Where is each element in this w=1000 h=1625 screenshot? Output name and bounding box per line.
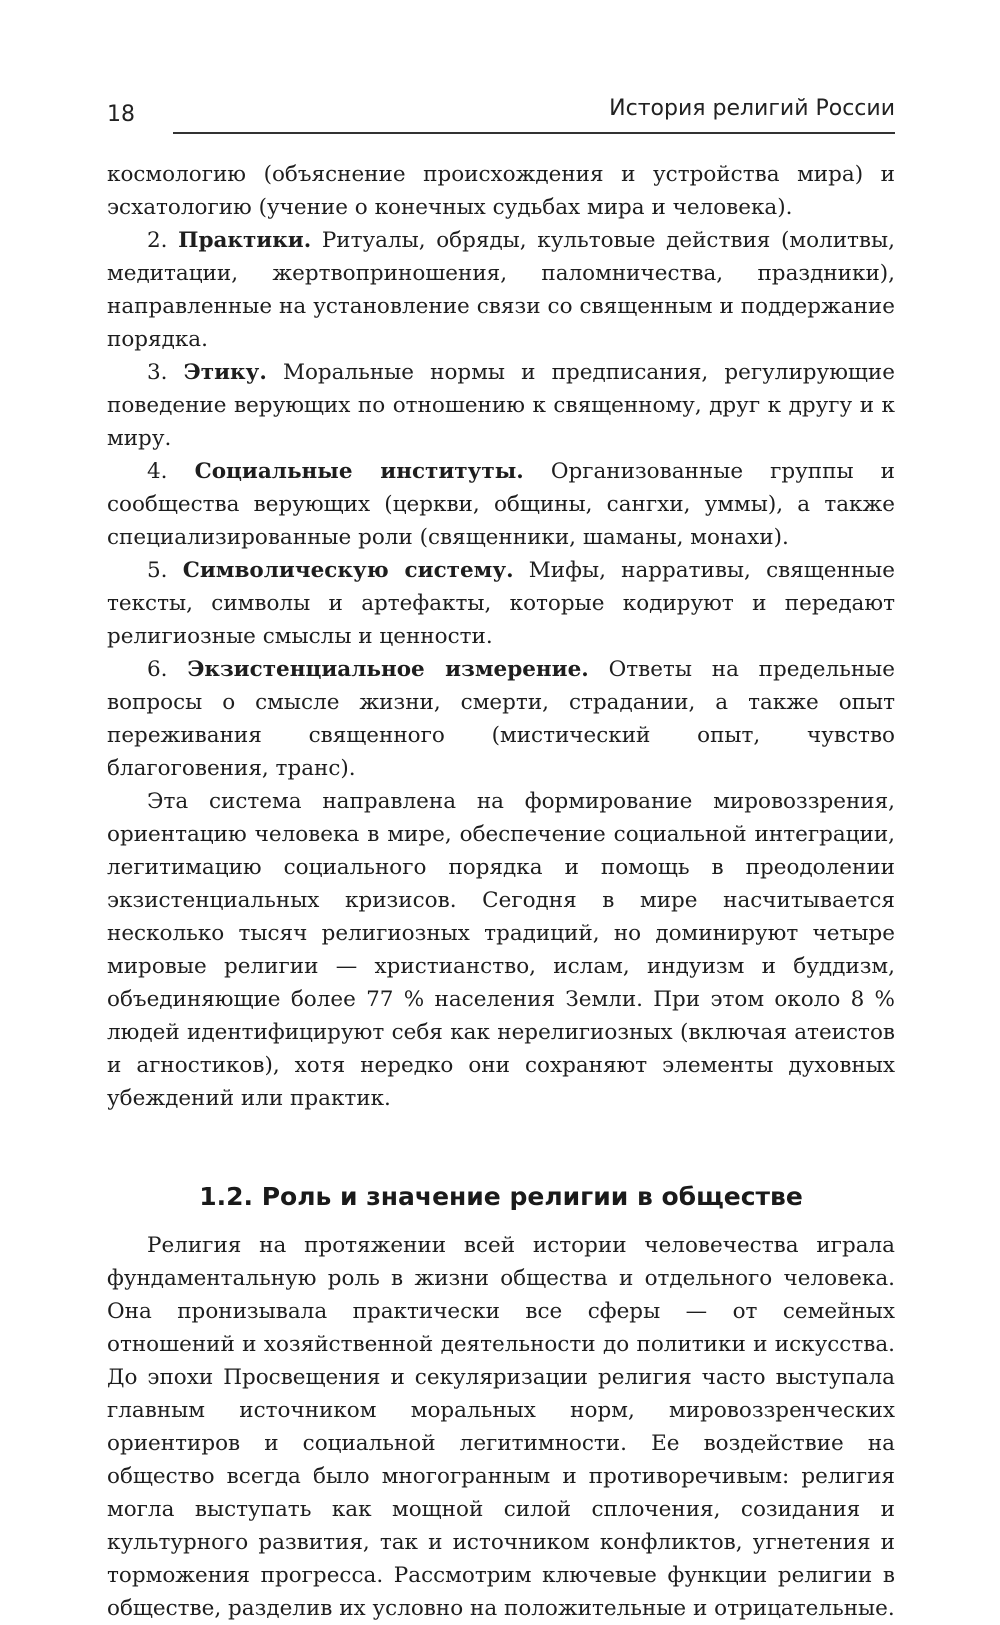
summary-paragraph: Эта система направлена на формирование мировоззрения, ориентацию человека в мире, обеспечение социальной интеграции, легитимацию социального порядка и помощь в преодолении экзистенциальных кризисов. Сегодня в мире насчитывается несколько тысяч религиозных традиций, но доминируют четыре мировые религии — христианство, ислам, индуизм и буддизм, объединяющие более 77 % населения Земли. При этом около 8 % людей идентифицируют себя как нерелигиозных (включая атеистов и агностиков), хотя нередко они сохраняют элементы духовных убеждений или практик. (107, 789, 895, 1111)
list-item-number: 5. (147, 558, 168, 583)
header-rule (173, 132, 895, 134)
list-item-text: Ритуалы, обряды, культовые действия (молитвы, медитации, жертвоприношения, паломничества, праздники), направленные на установление связи со священным и поддержание порядка. (107, 228, 895, 352)
paragraph-continuation: космологию (объяснение происхождения и устройства мира) и эсхатологию (учение о конечных судьбах мира и человека). (107, 162, 895, 220)
list-item-text: Организованные группы и сообщества верующих (церкви, общины, сангхи, уммы), а также специализированные роли (священники, шаманы, монахи). (107, 459, 895, 550)
page-header (107, 92, 895, 142)
list-item-text: Мифы, нарративы, священные тексты, символы и артефакты, которые кодируют и передают религиозные смыслы и ценности. (107, 558, 895, 649)
section-heading: 1.2. Роль и значение религии в обществе (199, 1182, 803, 1211)
page-number: 18 (107, 102, 135, 127)
list-item-number: 6. (147, 657, 168, 682)
list-item-term: Символическую систему. (182, 558, 514, 583)
list-item-term: Этику. (183, 360, 267, 385)
list-item-term: Экзистенциальное измерение. (187, 657, 589, 682)
list-item-existential (107, 653, 895, 785)
list-item-text: Ответы на предельные вопросы о смысле жизни, смерти, страдании, а также опыт переживания священного (мистический опыт, чувство благоговения, транс). (107, 657, 895, 781)
list-item-number: 2. (147, 228, 168, 253)
list-item-term: Практики. (178, 228, 312, 253)
list-item-term: Социальные институты. (194, 459, 524, 484)
running-title: История религий России (609, 96, 895, 121)
list-item-social-institutions (107, 455, 895, 554)
list-item-ethics (107, 356, 895, 455)
page-body (107, 158, 895, 1625)
section-paragraph: Религия на протяжении всей истории человечества играла фундаментальную роль в жизни общества и отдельного человека. Она пронизывала практически все сферы — от семейных отношений и хозяйственной деятельности до политики и искусства. До эпохи Просвещения и секуляризации религия часто выступала главным источником моральных норм, мировоззренческих ориентиров и социальной легитимности. Ее воздействие на общество всегда было многогранным и противоречивым: религия могла выступать как мощной силой сплочения, созидания и культурного развития, так и источником конфликтов, угнетения и торможения прогресса. Рассмотрим ключевые функции религии в обществе, разделив их условно на положительные и отрицательные. (107, 1233, 895, 1621)
list-item-number: 4. (147, 459, 168, 484)
list-item-practices (107, 224, 895, 356)
list-item-symbolic-system (107, 554, 895, 653)
list-item-number: 3. (147, 360, 168, 385)
list-item-text: Моральные нормы и предписания, регулирующие поведение верующих по отношению к священному, друг к другу и к миру. (107, 360, 895, 451)
